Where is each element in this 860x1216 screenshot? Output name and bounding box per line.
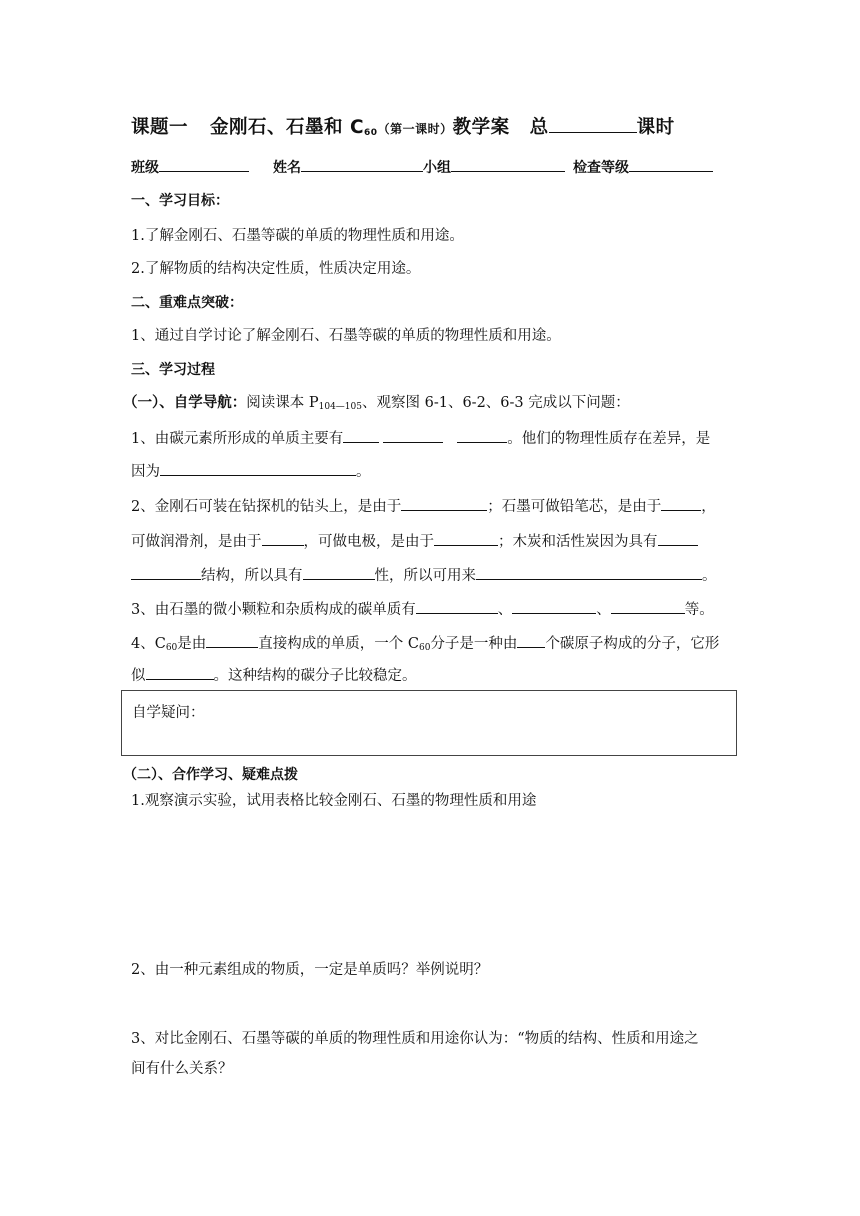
q4-text-a: 4、C xyxy=(131,636,166,652)
q2-end: 。 xyxy=(702,568,717,584)
title-part-f: 课时 xyxy=(636,117,675,138)
title-part-d: 教学案 xyxy=(452,117,510,138)
q1-text-c: 因为 xyxy=(131,464,160,480)
self-study-questions-box[interactable] xyxy=(121,690,737,756)
guide-text-a: 阅读课本 P xyxy=(246,395,319,411)
q3-end: 等。 xyxy=(684,602,714,618)
q4-text-d: 分子是一种由 xyxy=(430,636,518,652)
question-1-line-2 xyxy=(131,460,731,482)
title-part-a: 课题一 xyxy=(131,117,189,138)
q3-text-a: 3、由石墨的微小颗粒和杂质构成的碳单质有 xyxy=(131,602,416,618)
grade-label: 检查等级 xyxy=(573,160,629,176)
q2-text-c: ， xyxy=(701,499,716,515)
cooperative-item-2: 2、由一种元素组成的物质，一定是单质吗？举例说明？ xyxy=(131,962,489,978)
group-blank[interactable] xyxy=(451,156,565,172)
page-title xyxy=(131,117,731,143)
q1-text-a: 1、由碳元素所形成的单质主要有 xyxy=(131,431,344,447)
q1-blank-1[interactable] xyxy=(343,427,379,443)
q2-blank-1[interactable] xyxy=(401,495,487,511)
q2-text-g: 结构，所以具有 xyxy=(201,568,303,584)
cooperative-item-3-line-1: 3、对比金刚石、石墨等碳的单质的物理性质和用途你认为：“物质的结构、性质和用途之 xyxy=(131,1031,699,1047)
question-2-line-1 xyxy=(131,495,731,517)
objective-2: 2.了解物质的结构决定性质，性质决定用途。 xyxy=(131,261,421,277)
q2-blank-8[interactable] xyxy=(476,564,702,580)
q3-sep-2: 、 xyxy=(596,602,611,618)
key-point-1: 1、通过自学讨论了解金刚石、石墨等碳的单质的物理性质和用途。 xyxy=(131,328,561,344)
q2-blank-5[interactable] xyxy=(658,530,698,546)
q3-blank-1[interactable] xyxy=(416,598,498,614)
section4-heading: （二）、合作学习、疑难点拨 xyxy=(123,767,298,783)
q4-text-b: 是由 xyxy=(177,636,207,652)
name-blank[interactable] xyxy=(301,156,423,172)
group-label: 小组 xyxy=(423,160,451,176)
section3-heading: 三、学习过程 xyxy=(131,362,215,378)
q2-blank-3[interactable] xyxy=(262,530,304,546)
q3-blank-3[interactable] xyxy=(611,598,685,614)
question-4-line-2 xyxy=(131,664,731,686)
q1-blank-2[interactable] xyxy=(383,427,443,443)
q2-text-b: ；石墨可做铅笔芯，是由于 xyxy=(487,499,662,515)
q4-text-e: 个碳原子构成的分子，它形 xyxy=(545,636,720,652)
question-2-line-2 xyxy=(131,530,731,552)
guide-subscript: 104—105 xyxy=(318,402,362,412)
q4-text-g: 。这种结构的碳分子比较稳定。 xyxy=(213,668,417,684)
self-study-questions-label: 自学疑问： xyxy=(132,705,205,721)
name-label: 姓名 xyxy=(273,160,301,176)
q2-blank-6[interactable] xyxy=(131,564,201,580)
q4-blank-2[interactable] xyxy=(517,632,545,648)
q4-subscript-2: 60 xyxy=(418,643,431,653)
q4-text-f: 似 xyxy=(131,668,146,684)
title-subscript: 60 xyxy=(364,128,378,138)
q4-blank-3[interactable] xyxy=(146,664,214,680)
q4-text-c: 直接构成的单质，一个 C xyxy=(258,636,419,652)
guide-text-b: 、观察图 6-1、6-2、6-3 完成以下问题： xyxy=(361,395,630,411)
self-study-guide xyxy=(123,393,723,417)
grade-blank[interactable] xyxy=(629,156,713,172)
q1-blank-3[interactable] xyxy=(457,427,507,443)
q2-blank-7[interactable] xyxy=(303,564,375,580)
q3-blank-2[interactable] xyxy=(512,598,596,614)
section1-heading: 一、学习目标： xyxy=(131,193,229,209)
q2-blank-2[interactable] xyxy=(661,495,701,511)
q1-text-b: 。他们的物理性质存在差异，是 xyxy=(507,431,711,447)
class-blank[interactable] xyxy=(159,156,249,172)
q1-blank-reason[interactable] xyxy=(160,460,356,476)
section2-heading: 二、重难点突破： xyxy=(131,295,243,311)
q4-blank-1[interactable] xyxy=(206,632,258,648)
title-part-c: （第一课时） xyxy=(377,122,453,136)
question-1-line-1 xyxy=(131,427,731,449)
total-hours-blank[interactable] xyxy=(549,117,637,133)
class-label: 班级 xyxy=(131,160,159,176)
title-part-e: 总 xyxy=(529,117,549,138)
info-line xyxy=(131,156,731,178)
question-2-line-3 xyxy=(131,564,731,586)
cooperative-item-1: 1.观察演示实验，试用表格比较金刚石、石墨的物理性质和用途 xyxy=(131,793,537,809)
q2-blank-4[interactable] xyxy=(434,530,498,546)
q4-subscript: 60 xyxy=(165,643,178,653)
question-4-line-1 xyxy=(131,632,731,658)
title-part-b: 金刚石、石墨和 C xyxy=(210,117,365,138)
q2-text-h: 性，所以可用来 xyxy=(374,568,476,584)
q2-text-d: 可做润滑剂，是由于 xyxy=(131,534,262,550)
objective-1: 1.了解金刚石、石墨等碳的单质的物理性质和用途。 xyxy=(131,228,464,244)
q3-sep-1: 、 xyxy=(497,602,513,618)
cooperative-item-3-line-2: 间有什么关系？ xyxy=(131,1061,233,1077)
question-3 xyxy=(131,598,731,620)
q2-text-f: ；木炭和活性炭因为具有 xyxy=(498,534,658,550)
q2-text-e: ，可做电极，是由于 xyxy=(303,534,434,550)
q2-text-a: 2、金刚石可装在钻探机的钻头上，是由于 xyxy=(131,499,402,515)
guide-heading: （一）、自学导航： xyxy=(123,395,247,411)
q1-end: 。 xyxy=(356,464,371,480)
